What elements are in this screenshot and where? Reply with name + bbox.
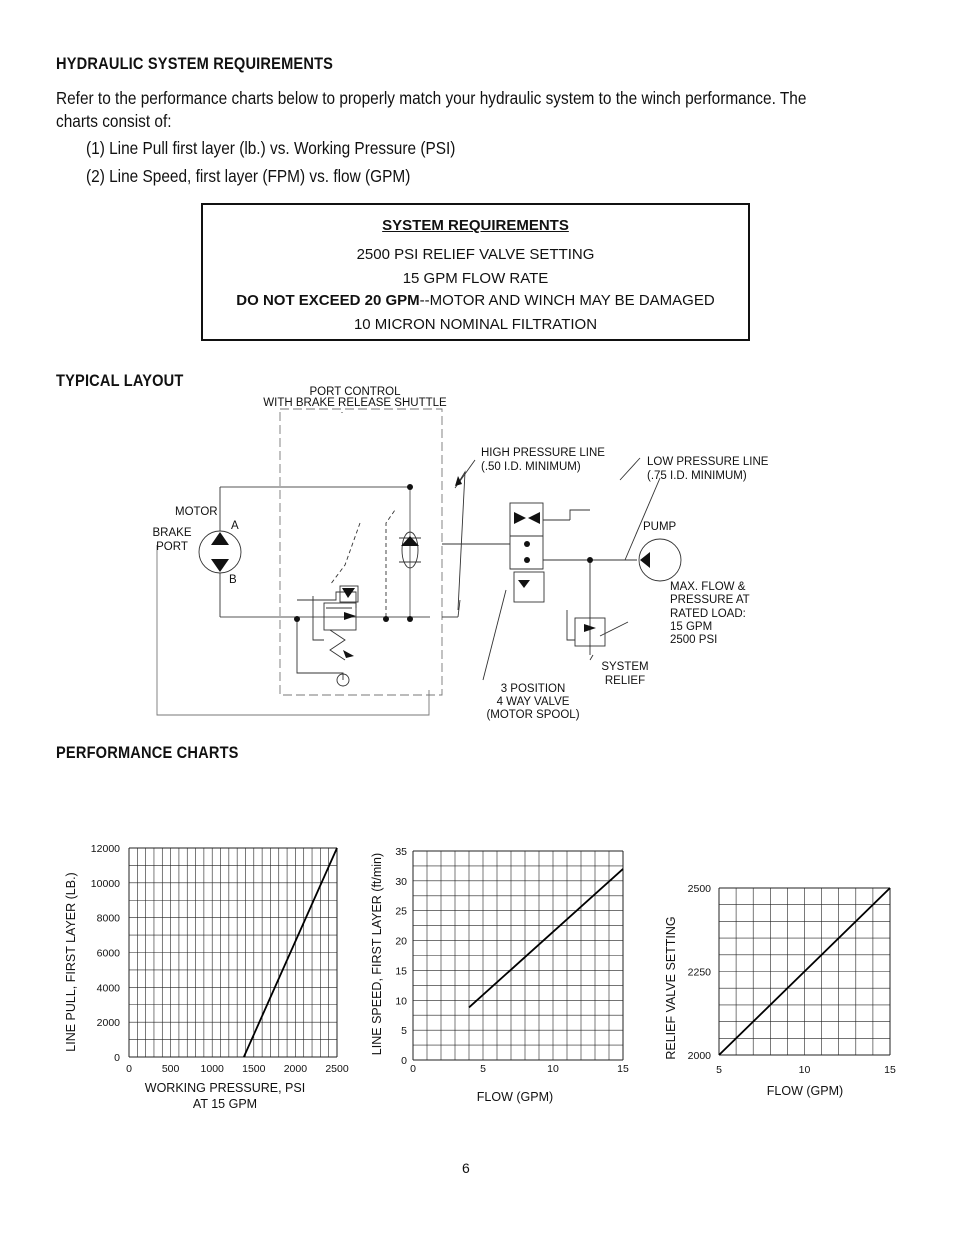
x-tick-label: 10: [547, 1063, 559, 1075]
x-tick-label: 5: [480, 1063, 486, 1075]
label-brake-port: PORT: [156, 541, 188, 553]
label-low-pressure-size: (.75 I.D. MINIMUM): [647, 470, 747, 482]
x-tick-label: 2500: [325, 1063, 349, 1075]
y-axis-label: RELIEF VALVE SETTING: [664, 916, 678, 1060]
x-axis-label-2: AT 15 GPM: [192, 1097, 258, 1111]
x-tick-label: 15: [617, 1063, 629, 1075]
label-4-way-valve: 4 WAY VALVE: [496, 696, 570, 708]
x-tick-label: 15: [884, 1064, 896, 1076]
heading-performance-charts: PERFORMANCE CHARTS: [56, 743, 239, 762]
label-maxflow-3: RATED LOAD:: [670, 608, 746, 620]
requirement-max-flow-rest: --MOTOR AND WINCH MAY BE DAMAGED: [419, 292, 715, 309]
y-tick-label: 30: [395, 875, 407, 888]
y-tick-label: 4000: [96, 982, 120, 995]
chart-list-item-1: (1) Line Pull first layer (lb.) vs. Working Pressure (PSI): [86, 138, 456, 158]
series-line-chart-2: [469, 869, 623, 1008]
x-tick-label: 0: [126, 1063, 132, 1075]
label-maxflow-2: PRESSURE AT: [670, 594, 750, 606]
requirement-relief: 2500 PSI RELIEF VALVE SETTING: [356, 246, 595, 263]
y-tick-label: 10000: [90, 877, 120, 890]
page-number: 6: [462, 1160, 470, 1176]
label-motor: MOTOR: [175, 506, 218, 518]
y-axis-label: LINE PULL, FIRST LAYER (LB.): [64, 872, 78, 1052]
y-tick-label: 2500: [687, 883, 711, 895]
x-tick-label: 1000: [200, 1063, 224, 1075]
label-system-relief: SYSTEM: [601, 661, 649, 673]
y-tick-label: 35: [395, 846, 407, 858]
y-tick-label: 2000: [687, 1050, 711, 1062]
requirements-title: SYSTEM REQUIREMENTS: [382, 217, 569, 234]
y-tick-label: 6000: [96, 947, 120, 960]
label-maxflow-4: 15 GPM: [670, 621, 713, 633]
label-high-pressure-size: (.50 I.D. MINIMUM): [481, 461, 581, 473]
requirement-flow: 15 GPM FLOW RATE: [402, 270, 549, 287]
y-tick-label: 0: [401, 1055, 407, 1067]
x-tick-label: 500: [161, 1063, 180, 1075]
x-axis-label: FLOW (GPM): [766, 1084, 844, 1098]
y-tick-label: 0: [114, 1052, 120, 1064]
y-tick-label: 2250: [687, 966, 711, 979]
label-relief: RELIEF: [604, 675, 646, 687]
y-tick-label: 5: [401, 1025, 407, 1038]
x-axis-label: FLOW (GPM): [476, 1090, 554, 1104]
y-tick-label: 20: [395, 935, 407, 948]
label-maxflow-1: MAX. FLOW &: [670, 581, 746, 593]
intro-line-2: charts consist of:: [56, 111, 172, 131]
x-tick-label: 2000: [283, 1063, 308, 1075]
requirement-max-flow-bold: DO NOT EXCEED 20 GPM: [236, 292, 420, 309]
y-tick-label: 25: [395, 905, 407, 918]
intro-line-1: Refer to the performance charts below to properly match your hydraulic system to the winch performance. The: [56, 88, 807, 108]
label-brake-shuttle: WITH BRAKE RELEASE SHUTTLE: [263, 397, 447, 409]
x-axis-label: WORKING PRESSURE, PSI: [144, 1081, 306, 1095]
label-motor-spool: (MOTOR SPOOL): [486, 709, 580, 721]
x-tick-label: 0: [410, 1063, 416, 1075]
label-brake: BRAKE: [152, 527, 192, 539]
y-axis-label: LINE SPEED, FIRST LAYER (ft/min): [370, 852, 384, 1056]
heading-hydraulic-requirements: HYDRAULIC SYSTEM REQUIREMENTS: [56, 54, 334, 73]
y-tick-label: 8000: [96, 912, 120, 925]
y-tick-label: 12000: [90, 843, 120, 855]
label-3-position: 3 POSITION: [500, 683, 566, 695]
heading-typical-layout: TYPICAL LAYOUT: [56, 371, 184, 390]
label-high-pressure: HIGH PRESSURE LINE: [481, 447, 605, 459]
y-tick-label: 15: [395, 965, 407, 978]
y-tick-label: 10: [395, 995, 407, 1008]
requirement-filtration: 10 MICRON NOMINAL FILTRATION: [353, 316, 598, 333]
label-pump: PUMP: [643, 521, 677, 533]
label-low-pressure: LOW PRESSURE LINE: [647, 456, 769, 468]
label-port-control: PORT CONTROL: [309, 386, 401, 398]
label-maxflow-5: 2500 PSI: [670, 634, 718, 646]
label-port-a: A: [231, 520, 239, 532]
x-tick-label: 10: [798, 1064, 811, 1076]
chart-list-item-2: (2) Line Speed, first layer (FPM) vs. flow (GPM): [86, 166, 411, 186]
label-port-b: B: [229, 574, 237, 586]
x-tick-label: 1500: [242, 1063, 266, 1075]
x-tick-label: 5: [716, 1064, 722, 1076]
y-tick-label: 2000: [96, 1017, 120, 1030]
